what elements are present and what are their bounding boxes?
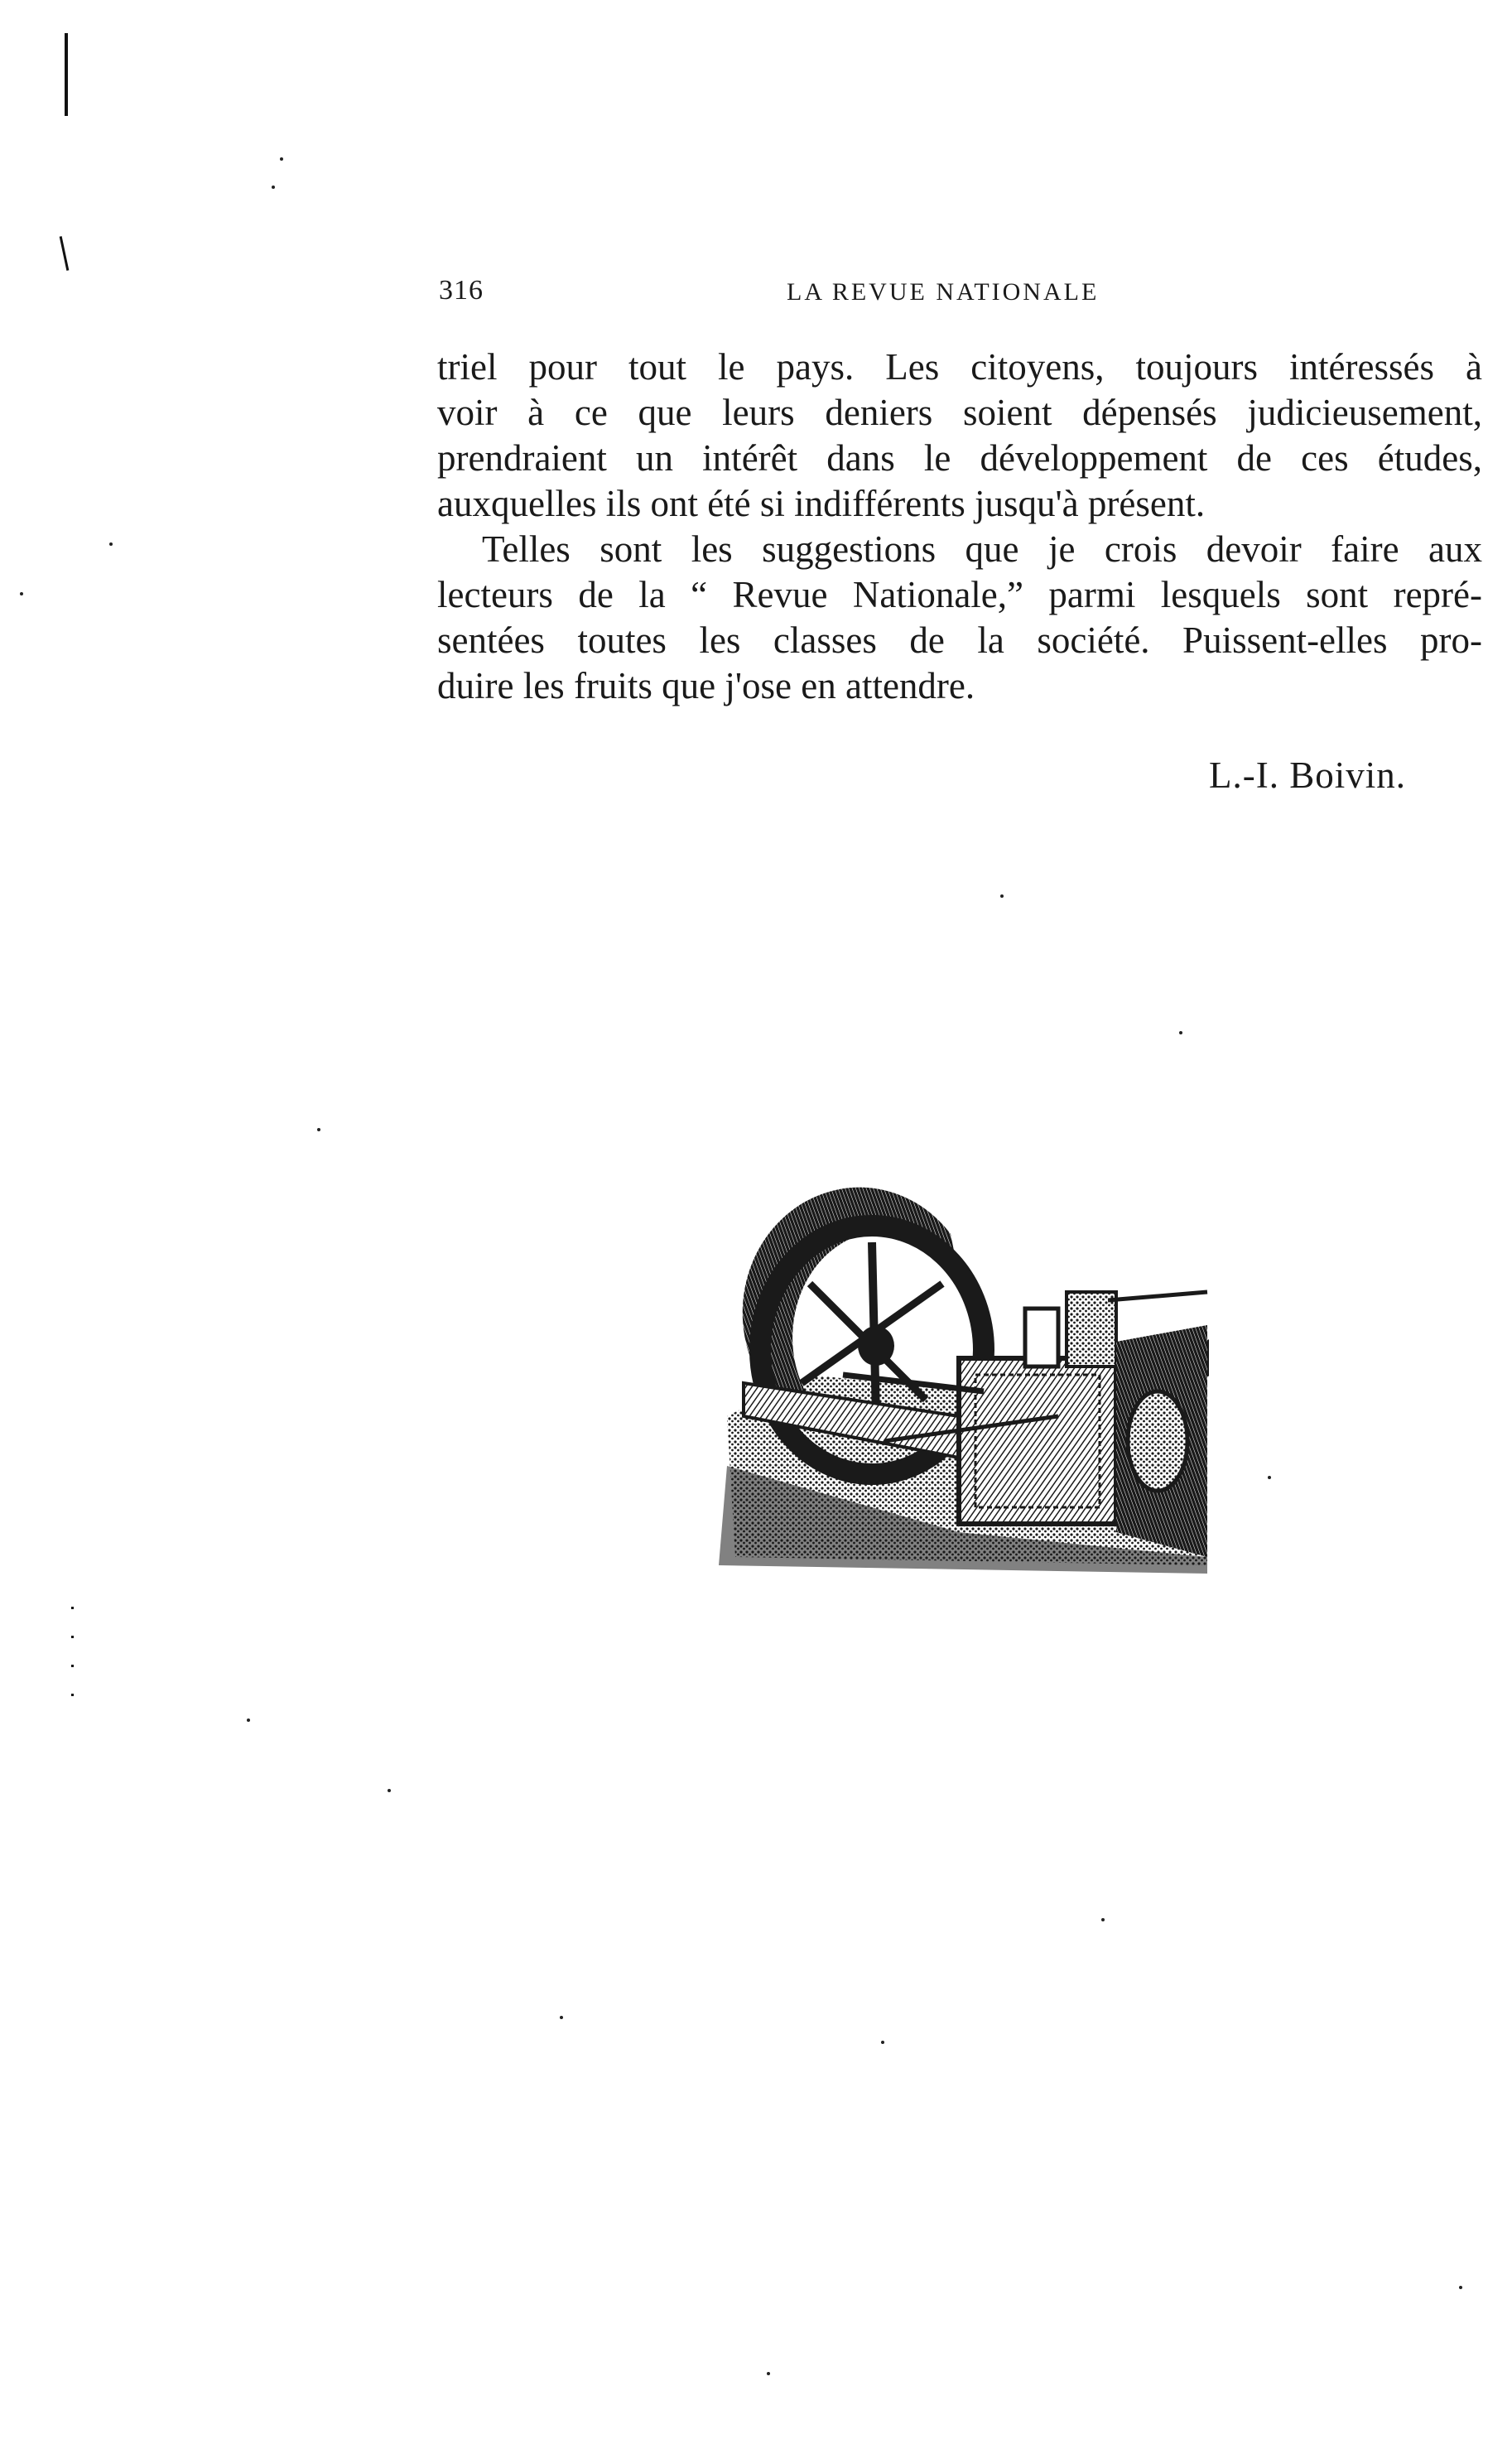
scan-speck [1000, 894, 1004, 898]
text-line: Telles sont les suggestions que je crois devoir faire aux [482, 528, 1482, 570]
text-line: lecteurs de la “ Revue Nationale,” parmi lesquels sont repré- [437, 574, 1482, 615]
text-line: duire les fruits que j'ose en attendre. [437, 665, 975, 706]
author-signature: L.-I. Boivin. [1209, 754, 1406, 796]
scan-speck [317, 1128, 320, 1131]
page-number: 316 [439, 275, 484, 306]
scan-speck [388, 1789, 391, 1792]
text-line: triel pour tout le pays. Les citoyens, toujours intéressés à [437, 346, 1482, 388]
scan-speck [1459, 2286, 1462, 2289]
text-line: auxquelles ils ont été si indifférents jusqu'à présent. [437, 483, 1206, 524]
scan-edge-mark [71, 1636, 74, 1638]
scan-edge-mark [60, 236, 70, 271]
scan-edge-mark [71, 1665, 74, 1667]
scan-speck [560, 2016, 563, 2019]
text-line: voir à ce que leurs deniers soient dépensés judicieusement, [437, 392, 1482, 433]
scan-speck [109, 542, 113, 546]
scan-speck [881, 2041, 884, 2044]
scan-speck [1101, 1918, 1105, 1921]
engine-engraving-icon [710, 1168, 1224, 1574]
scan-edge-mark [71, 1694, 74, 1696]
scan-speck [280, 157, 283, 161]
text-line: sentées toutes les classes de la société. Puissent-elles pro- [437, 619, 1482, 661]
journal-title: LA REVUE NATIONALE [787, 278, 1100, 306]
scan-edge-mark [71, 1607, 74, 1609]
running-head [439, 275, 1151, 308]
scan-edge-mark [65, 33, 68, 116]
scan-speck [247, 1719, 250, 1722]
body-text [437, 345, 1482, 709]
scan-speck [767, 2372, 770, 2375]
scan-speck [1268, 1476, 1271, 1479]
scan-speck [1179, 1031, 1182, 1034]
scan-speck [272, 186, 275, 189]
scan-speck [20, 592, 23, 595]
text-line: prendraient un intérêt dans le développement de ces études, [437, 437, 1482, 479]
